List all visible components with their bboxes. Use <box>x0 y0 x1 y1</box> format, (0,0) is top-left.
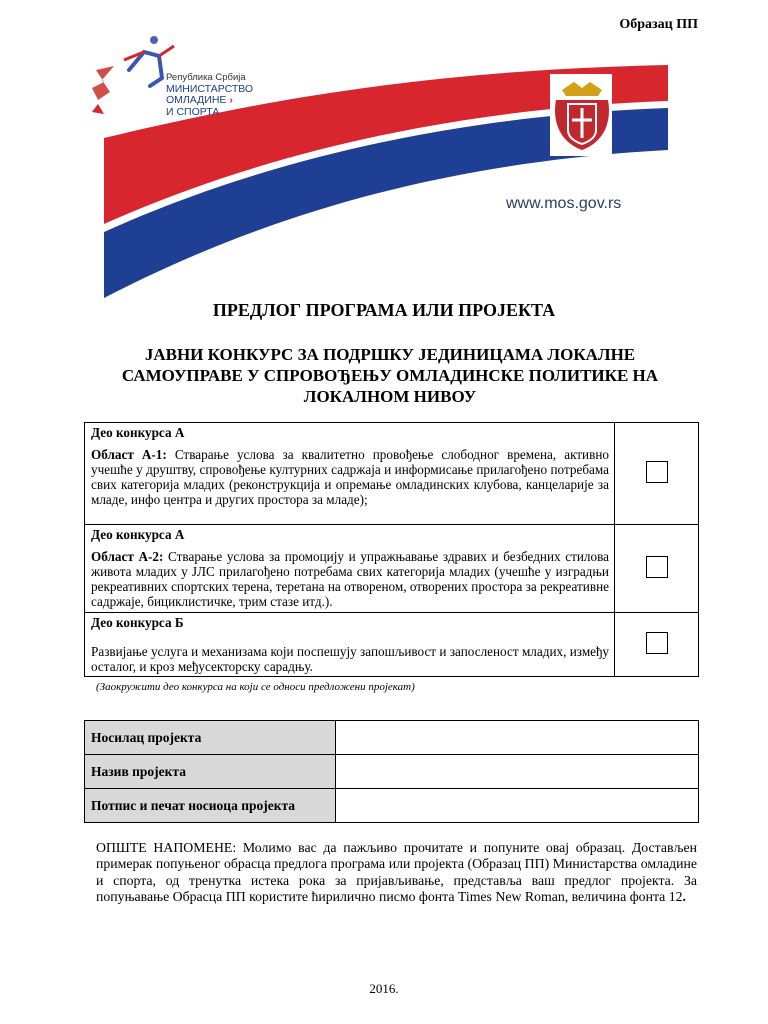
area-row <box>85 423 699 525</box>
serbian-coat-of-arms-icon <box>550 74 612 156</box>
document-title: ПРЕДЛОГ ПРОГРАМА ИЛИ ПРОЈЕКТА <box>212 300 556 320</box>
area-checkbox-cell <box>615 525 699 613</box>
area-section-title: Део конкурса Б <box>91 615 184 630</box>
logo-chevron-icon: › <box>229 94 233 106</box>
area-checkbox[interactable] <box>646 556 668 578</box>
area-checkbox-cell <box>615 423 699 525</box>
document-subtitle: ЈАВНИ КОНКУРС ЗА ПОДРШКУ ЈЕДИНИЦАМА ЛОКАЛНЕ САМОУПРАВЕ У СПРОВОЂЕЊУ ОМЛАДИНСКЕ ПОЛИТИКЕ НА ЛОКАЛНОМ НИВОУ <box>121 345 659 406</box>
area-section-title: Део конкурса А <box>91 425 185 440</box>
area-label: Област А-2: <box>91 549 164 564</box>
areas-note: (Заокружити део конкурса на који се односи предложени пројекат) <box>96 681 415 693</box>
project-field-label: Носилац пројекта <box>85 721 336 755</box>
logo-sport: И СПОРТА <box>166 105 220 118</box>
logo-youth: ОМЛАДИНЕ › <box>166 94 233 106</box>
area-checkbox[interactable] <box>646 632 668 654</box>
area-description <box>85 613 615 677</box>
project-holder-field[interactable] <box>336 721 699 755</box>
area-checkbox[interactable] <box>646 461 668 483</box>
general-notes <box>96 840 697 906</box>
logo-ministry: МИНИСТАРСТВО <box>166 82 254 95</box>
general-notes-end: . <box>682 889 686 905</box>
area-row <box>85 613 699 677</box>
area-text: Развијање услуга и механизама који поспешују запошљивост и запосленост младих, између осталог, и кроз међусекторску сарадњу. <box>91 644 609 674</box>
area-section-title: Део конкурса А <box>91 527 185 542</box>
project-field-row <box>85 755 699 789</box>
area-description <box>85 525 615 613</box>
ministry-logo <box>166 72 253 118</box>
ministry-banner <box>84 30 668 302</box>
logo-republic: Република Србија <box>166 72 246 83</box>
project-field-label: Назив пројекта <box>85 755 336 789</box>
project-field-label: Потпис и печат носиоца пројекта <box>85 789 336 823</box>
areas-table <box>84 422 699 677</box>
signature-stamp-field[interactable] <box>336 789 699 823</box>
area-text <box>91 447 609 507</box>
area-description <box>85 423 615 525</box>
area-text <box>91 549 609 609</box>
project-info-table <box>84 720 699 823</box>
footer-year: 2016. <box>369 981 399 996</box>
form-label: Образац ПП <box>619 17 698 32</box>
runner-figure-icon <box>92 36 174 114</box>
general-notes-text: : Молимо вас да пажљиво прочитате и попуните овај образац. Достављен примерак попуњеног обрасца предлога програма или пројекта (Образац ПП) Министарства омладине и спорта, од тренутка истека рока за пријављивање, представља ваш предлог пројекта. За попуњавање Обрасца ПП користите ћирилично писмо фонта Times New Roman, величина фонта 12 <box>96 840 697 905</box>
area-label: Област А-1: <box>91 447 167 462</box>
area-body: Стварање услова за промоцију и упражњавање здравих и безбедних стилова живота младих у ЈЛС прилагођено потребама свих категорија младих (учешће у изградњи рекреативних спортских терена, теретана на отвореном, отворених простора за рекреативне садржаје, бициклистичке, трим стазе итд.). <box>91 549 610 609</box>
area-body: Стварање услова за квалитетно провођење слободног времена, активно учешће у друштву, спровођење културних садржаја и информисање прилагођено потребама свих категорија младих (реконструкција и опремање омладинских клубова, канцеларије за младе, инфо центра и других простора за младе); <box>91 447 609 507</box>
ministry-url: www.mos.gov.rs <box>506 195 622 212</box>
project-field-row <box>85 721 699 755</box>
area-checkbox-cell <box>615 613 699 677</box>
general-notes-lead: ОПШТЕ НАПОМЕНЕ <box>96 840 233 855</box>
project-field-row <box>85 789 699 823</box>
area-row <box>85 525 699 613</box>
project-name-field[interactable] <box>336 755 699 789</box>
